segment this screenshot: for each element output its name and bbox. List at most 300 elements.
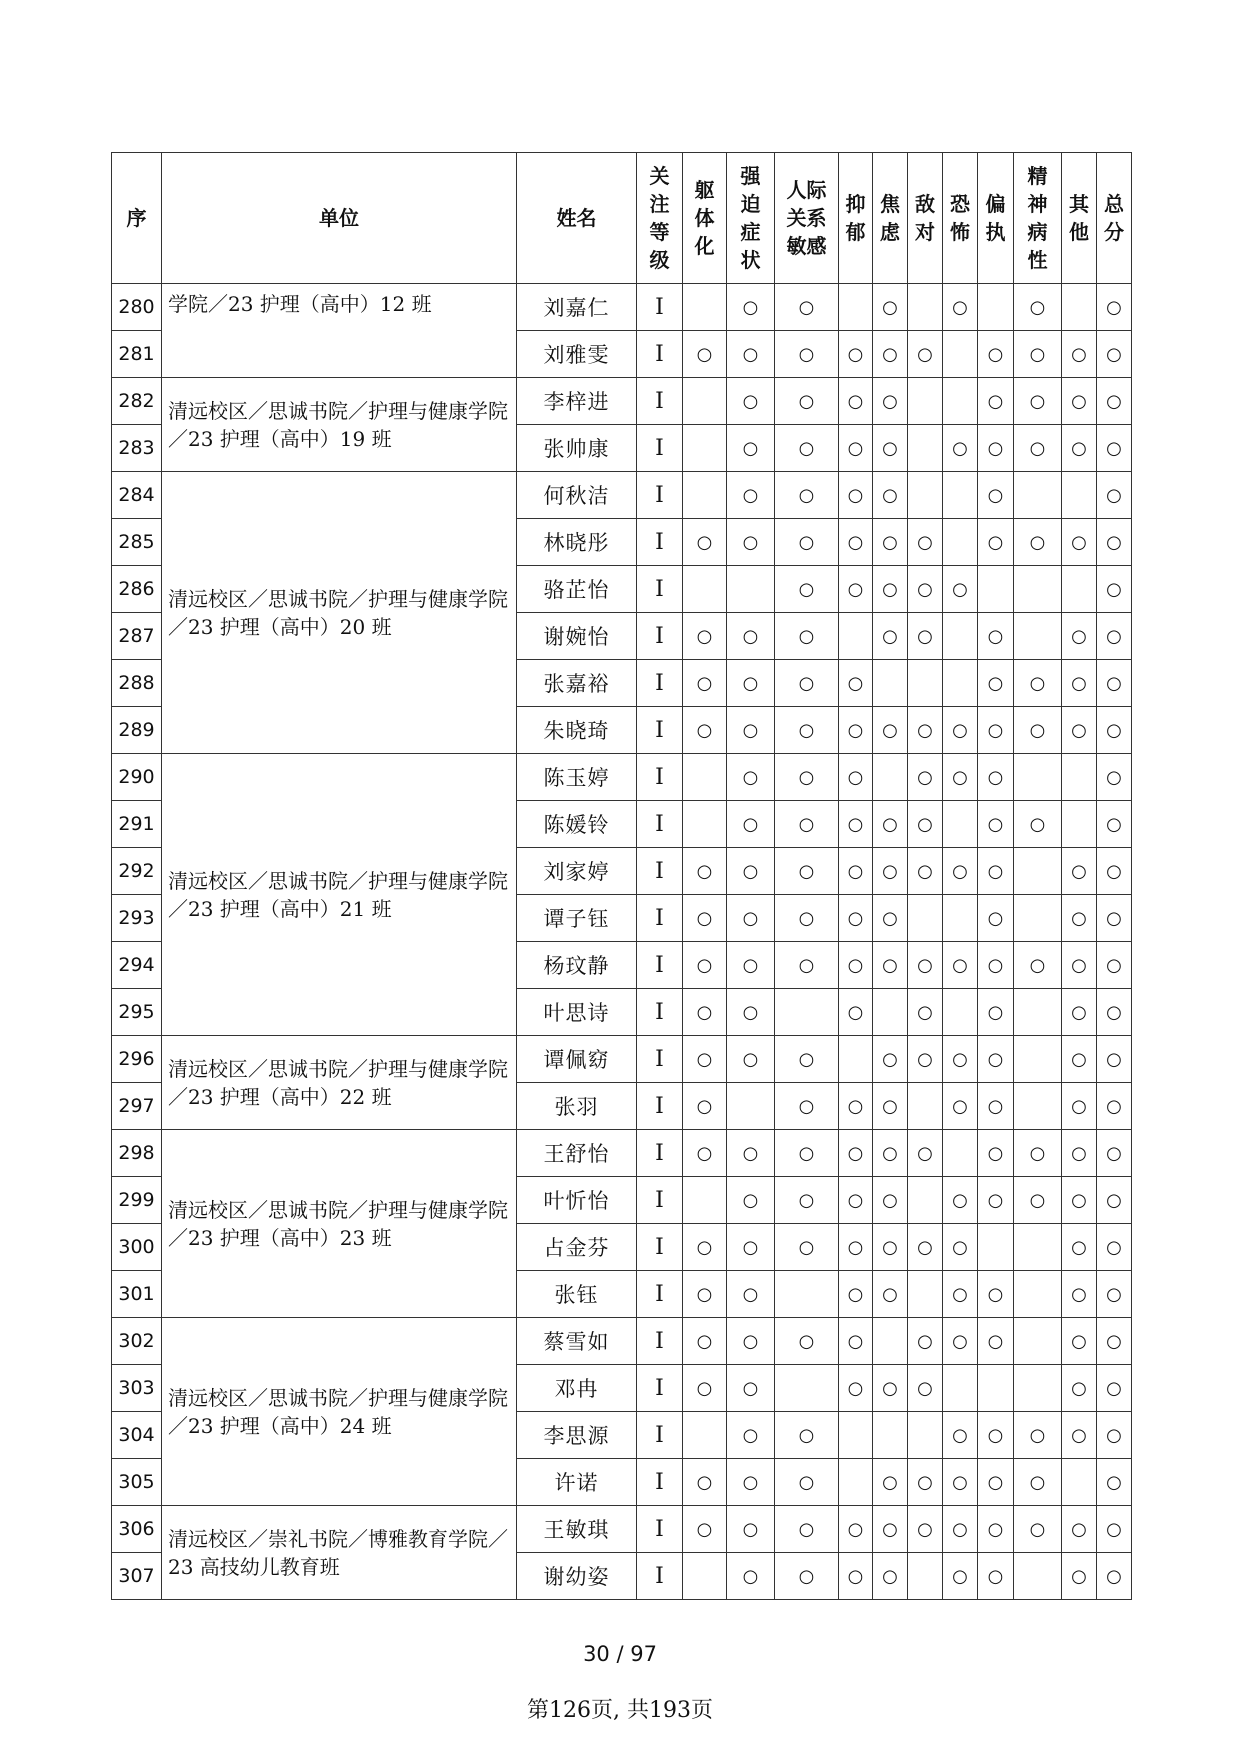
symptom-mark: ○ [839, 1130, 873, 1177]
empty-cell [683, 425, 727, 472]
symptom-mark: ○ [839, 801, 873, 848]
header-col-part: 焦 [880, 192, 900, 216]
empty-cell [727, 1083, 775, 1130]
student-name: 陈媛铃 [517, 801, 637, 848]
row-number: 289 [112, 707, 162, 754]
row-number: 286 [112, 566, 162, 613]
symptom-mark: ○ [908, 1130, 943, 1177]
student-name: 朱晓琦 [517, 707, 637, 754]
symptom-mark: ○ [1014, 801, 1062, 848]
header-col-part: 其 [1069, 192, 1089, 216]
student-name: 杨玟静 [517, 942, 637, 989]
symptom-mark: ○ [775, 660, 839, 707]
symptom-mark: ○ [908, 754, 943, 801]
header-level-char: 关 [649, 164, 670, 188]
symptom-mark: ○ [943, 284, 978, 331]
row-number: 296 [112, 1036, 162, 1083]
symptom-mark: ○ [908, 1036, 943, 1083]
symptom-mark: ○ [978, 378, 1014, 425]
header-col [775, 153, 839, 284]
symptom-mark: ○ [775, 378, 839, 425]
header-level-char: 级 [649, 248, 670, 272]
unit-cell: 清远校区／思诚书院／护理与健康学院／23 护理（高中）24 班 [162, 1318, 517, 1506]
symptom-mark: ○ [727, 472, 775, 519]
empty-cell [908, 1271, 943, 1318]
symptom-mark: ○ [727, 989, 775, 1036]
symptom-mark: ○ [839, 754, 873, 801]
symptom-mark: ○ [873, 1459, 908, 1506]
symptom-mark: ○ [839, 1083, 873, 1130]
empty-cell [683, 284, 727, 331]
empty-cell [839, 1459, 873, 1506]
symptom-mark: ○ [775, 425, 839, 472]
student-name: 叶忻怡 [517, 1177, 637, 1224]
header-col-part: 病 [1027, 220, 1048, 244]
student-name: 谢幼姿 [517, 1553, 637, 1600]
row-number: 281 [112, 331, 162, 378]
symptom-mark: ○ [1097, 1177, 1132, 1224]
row-number: 298 [112, 1130, 162, 1177]
empty-cell [908, 895, 943, 942]
empty-cell [873, 1412, 908, 1459]
attention-level: Ⅰ [637, 1318, 683, 1365]
symptom-mark: ○ [1014, 1177, 1062, 1224]
attention-level: Ⅰ [637, 284, 683, 331]
symptom-mark: ○ [727, 519, 775, 566]
symptom-mark: ○ [1097, 519, 1132, 566]
empty-cell [1014, 754, 1062, 801]
empty-cell [1062, 284, 1097, 331]
symptom-mark: ○ [1014, 425, 1062, 472]
empty-cell [908, 378, 943, 425]
page-footer: 第126页, 共193页 [527, 1698, 713, 1723]
unit-cell: 清远校区／思诚书院／护理与健康学院／23 护理（高中）23 班 [162, 1130, 517, 1318]
attention-level: Ⅰ [637, 472, 683, 519]
symptom-mark: ○ [839, 707, 873, 754]
page-number: 30 / 97 [583, 1642, 657, 1666]
symptom-mark: ○ [683, 707, 727, 754]
symptom-mark: ○ [908, 519, 943, 566]
attention-level: Ⅰ [637, 942, 683, 989]
symptom-mark: ○ [1097, 1506, 1132, 1553]
symptom-mark: ○ [908, 1318, 943, 1365]
symptom-mark: ○ [978, 1271, 1014, 1318]
symptom-mark: ○ [839, 989, 873, 1036]
student-name: 叶思诗 [517, 989, 637, 1036]
header-col-part: 郁 [845, 220, 866, 244]
symptom-mark: ○ [908, 1506, 943, 1553]
empty-cell [1014, 472, 1062, 519]
row-number: 283 [112, 425, 162, 472]
student-name: 刘雅雯 [517, 331, 637, 378]
attention-level: Ⅰ [637, 1459, 683, 1506]
symptom-mark: ○ [1097, 1318, 1132, 1365]
symptom-mark: ○ [775, 754, 839, 801]
symptom-mark: ○ [873, 378, 908, 425]
symptom-mark: ○ [727, 1224, 775, 1271]
symptom-mark: ○ [727, 707, 775, 754]
symptom-mark: ○ [978, 1412, 1014, 1459]
header-level-char: 注 [649, 192, 670, 216]
symptom-mark: ○ [978, 425, 1014, 472]
symptom-mark: ○ [943, 425, 978, 472]
symptom-mark: ○ [727, 1365, 775, 1412]
symptom-mark: ○ [978, 1553, 1014, 1600]
empty-cell [978, 1365, 1014, 1412]
student-name: 谢婉怡 [517, 613, 637, 660]
symptom-mark: ○ [839, 942, 873, 989]
empty-cell [775, 989, 839, 1036]
empty-cell [943, 1130, 978, 1177]
symptom-mark: ○ [873, 1506, 908, 1553]
header-col [1014, 153, 1062, 284]
header-level-char: 等 [649, 220, 670, 244]
header-unit: 单位 [162, 153, 517, 284]
symptom-mark: ○ [978, 707, 1014, 754]
empty-cell [839, 284, 873, 331]
symptom-mark: ○ [1097, 895, 1132, 942]
header-col-part: 怖 [950, 220, 970, 244]
header-col-part: 人际 [786, 178, 827, 202]
empty-cell [978, 1224, 1014, 1271]
row-number: 303 [112, 1365, 162, 1412]
empty-cell [943, 1365, 978, 1412]
symptom-mark: ○ [943, 1459, 978, 1506]
header-level [637, 153, 683, 284]
symptom-mark: ○ [1062, 1271, 1097, 1318]
attention-level: Ⅰ [637, 331, 683, 378]
symptom-mark: ○ [1097, 284, 1132, 331]
student-name: 林晓彤 [517, 519, 637, 566]
symptom-mark: ○ [727, 1506, 775, 1553]
student-name: 张羽 [517, 1083, 637, 1130]
student-name: 刘嘉仁 [517, 284, 637, 331]
student-name: 王敏琪 [517, 1506, 637, 1553]
table-row [112, 1130, 1132, 1177]
attention-level: Ⅰ [637, 1553, 683, 1600]
symptom-mark: ○ [943, 1224, 978, 1271]
symptom-mark: ○ [683, 519, 727, 566]
symptom-mark: ○ [1097, 1130, 1132, 1177]
empty-cell [908, 1412, 943, 1459]
symptom-mark: ○ [873, 1553, 908, 1600]
symptom-mark: ○ [943, 1271, 978, 1318]
symptom-mark: ○ [727, 660, 775, 707]
symptom-mark: ○ [943, 1506, 978, 1553]
empty-cell [943, 331, 978, 378]
header-col [908, 153, 943, 284]
unit-cell: 清远校区／思诚书院／护理与健康学院／23 护理（高中）19 班 [162, 378, 517, 472]
symptom-mark: ○ [683, 989, 727, 1036]
attention-level: Ⅰ [637, 1271, 683, 1318]
attention-level: Ⅰ [637, 378, 683, 425]
symptom-mark: ○ [727, 284, 775, 331]
empty-cell [1014, 1083, 1062, 1130]
student-name: 王舒怡 [517, 1130, 637, 1177]
empty-cell [1014, 1318, 1062, 1365]
header-col-part: 强 [740, 164, 761, 188]
empty-cell [873, 660, 908, 707]
symptom-mark: ○ [683, 1083, 727, 1130]
symptom-mark: ○ [775, 801, 839, 848]
symptom-mark: ○ [978, 1036, 1014, 1083]
attention-level: Ⅰ [637, 1083, 683, 1130]
empty-cell [683, 566, 727, 613]
symptom-mark: ○ [775, 1506, 839, 1553]
table-row [112, 472, 1132, 519]
empty-cell [908, 425, 943, 472]
student-name: 骆芷怡 [517, 566, 637, 613]
empty-cell [873, 1318, 908, 1365]
attention-level: Ⅰ [637, 1412, 683, 1459]
empty-cell [943, 895, 978, 942]
symptom-mark: ○ [1097, 613, 1132, 660]
empty-cell [1014, 566, 1062, 613]
symptom-mark: ○ [727, 1177, 775, 1224]
row-number: 302 [112, 1318, 162, 1365]
symptom-mark: ○ [1062, 331, 1097, 378]
symptom-mark: ○ [1062, 707, 1097, 754]
empty-cell [683, 472, 727, 519]
header-col-part: 性 [1027, 248, 1048, 272]
row-number: 293 [112, 895, 162, 942]
symptom-mark: ○ [1062, 613, 1097, 660]
symptom-mark: ○ [683, 942, 727, 989]
student-name: 谭子钰 [517, 895, 637, 942]
row-number: 282 [112, 378, 162, 425]
empty-cell [775, 1365, 839, 1412]
symptom-mark: ○ [727, 754, 775, 801]
header-col-part: 敏感 [786, 234, 827, 258]
student-name: 何秋洁 [517, 472, 637, 519]
empty-cell [683, 754, 727, 801]
symptom-mark: ○ [727, 613, 775, 660]
symptom-mark: ○ [839, 895, 873, 942]
symptom-mark: ○ [1097, 754, 1132, 801]
symptom-mark: ○ [1097, 378, 1132, 425]
symptom-mark: ○ [943, 754, 978, 801]
symptom-mark: ○ [978, 1083, 1014, 1130]
symptom-mark: ○ [873, 1365, 908, 1412]
symptom-mark: ○ [943, 566, 978, 613]
header-col [1097, 153, 1132, 284]
symptom-mark: ○ [839, 472, 873, 519]
symptom-mark: ○ [1062, 425, 1097, 472]
symptom-mark: ○ [775, 1083, 839, 1130]
empty-cell [978, 566, 1014, 613]
header-col [978, 153, 1014, 284]
symptom-mark: ○ [978, 1318, 1014, 1365]
symptom-mark: ○ [1097, 1271, 1132, 1318]
empty-cell [1062, 801, 1097, 848]
symptom-mark: ○ [839, 331, 873, 378]
symptom-mark: ○ [978, 472, 1014, 519]
symptom-mark: ○ [978, 1459, 1014, 1506]
symptom-mark: ○ [978, 942, 1014, 989]
header-col-part: 分 [1104, 220, 1124, 244]
table-row [112, 378, 1132, 425]
symptom-mark: ○ [839, 848, 873, 895]
symptom-mark: ○ [839, 1318, 873, 1365]
symptom-mark: ○ [839, 1224, 873, 1271]
header-col-part: 抑 [845, 192, 866, 216]
student-name: 谭佩窈 [517, 1036, 637, 1083]
attention-level: Ⅰ [637, 425, 683, 472]
symptom-mark: ○ [873, 1083, 908, 1130]
symptom-mark: ○ [1062, 1318, 1097, 1365]
student-name: 陈玉婷 [517, 754, 637, 801]
header-col-part: 敌 [915, 192, 935, 216]
symptom-mark: ○ [775, 1553, 839, 1600]
empty-cell [1014, 989, 1062, 1036]
student-name: 蔡雪如 [517, 1318, 637, 1365]
row-number: 292 [112, 848, 162, 895]
empty-cell [1014, 613, 1062, 660]
symptom-mark: ○ [775, 284, 839, 331]
symptom-mark: ○ [683, 1036, 727, 1083]
empty-cell [908, 660, 943, 707]
symptom-mark: ○ [775, 1412, 839, 1459]
symptom-mark: ○ [839, 519, 873, 566]
symptom-mark: ○ [943, 942, 978, 989]
table-header-row [112, 153, 1132, 284]
symptom-mark: ○ [873, 1130, 908, 1177]
symptom-mark: ○ [1097, 801, 1132, 848]
header-name: 姓名 [517, 153, 637, 284]
symptom-mark: ○ [978, 613, 1014, 660]
empty-cell [839, 1412, 873, 1459]
symptom-mark: ○ [727, 1553, 775, 1600]
symptom-mark: ○ [727, 378, 775, 425]
empty-cell [1014, 895, 1062, 942]
symptom-mark: ○ [1097, 989, 1132, 1036]
student-name: 李梓进 [517, 378, 637, 425]
symptom-mark: ○ [727, 848, 775, 895]
symptom-mark: ○ [873, 1177, 908, 1224]
attention-level: Ⅰ [637, 660, 683, 707]
empty-cell [683, 1177, 727, 1224]
symptom-mark: ○ [1062, 1412, 1097, 1459]
table-row [112, 1506, 1132, 1553]
row-number: 307 [112, 1553, 162, 1600]
symptom-mark: ○ [1062, 1130, 1097, 1177]
symptom-mark: ○ [908, 613, 943, 660]
symptom-mark: ○ [873, 519, 908, 566]
symptom-mark: ○ [683, 1224, 727, 1271]
symptom-mark: ○ [775, 1130, 839, 1177]
attention-level: Ⅰ [637, 1224, 683, 1271]
header-col-part: 迫 [740, 192, 761, 216]
symptom-mark: ○ [839, 1553, 873, 1600]
symptom-mark: ○ [1097, 472, 1132, 519]
header-col-part: 体 [694, 206, 715, 230]
row-number: 301 [112, 1271, 162, 1318]
symptom-mark: ○ [873, 284, 908, 331]
symptom-mark: ○ [1014, 331, 1062, 378]
row-number: 295 [112, 989, 162, 1036]
empty-cell [943, 989, 978, 1036]
empty-cell [683, 801, 727, 848]
symptom-mark: ○ [727, 1271, 775, 1318]
row-number: 291 [112, 801, 162, 848]
symptom-mark: ○ [839, 425, 873, 472]
attention-level: Ⅰ [637, 754, 683, 801]
symptom-mark: ○ [839, 566, 873, 613]
student-name: 许诺 [517, 1459, 637, 1506]
symptom-mark: ○ [908, 331, 943, 378]
symptom-mark: ○ [1062, 895, 1097, 942]
symptom-mark: ○ [1014, 707, 1062, 754]
header-col [873, 153, 908, 284]
header-col-part: 化 [694, 234, 715, 258]
symptom-mark: ○ [1062, 942, 1097, 989]
header-seq: 序 [112, 153, 162, 284]
symptom-mark: ○ [683, 1365, 727, 1412]
symptom-mark: ○ [775, 566, 839, 613]
header-col [683, 153, 727, 284]
symptom-mark: ○ [775, 1177, 839, 1224]
symptom-mark: ○ [908, 942, 943, 989]
unit-cell: 清远校区／思诚书院／护理与健康学院／23 护理（高中）20 班 [162, 472, 517, 754]
symptom-mark: ○ [873, 895, 908, 942]
symptom-mark: ○ [978, 848, 1014, 895]
header-col [1062, 153, 1097, 284]
header-col-part: 恐 [950, 192, 970, 216]
symptom-mark: ○ [775, 331, 839, 378]
header-col [727, 153, 775, 284]
symptom-mark: ○ [978, 1177, 1014, 1224]
symptom-mark: ○ [683, 1459, 727, 1506]
symptom-mark: ○ [978, 1506, 1014, 1553]
symptom-mark: ○ [908, 848, 943, 895]
empty-cell [873, 989, 908, 1036]
student-name: 邓冉 [517, 1365, 637, 1412]
symptom-mark: ○ [873, 1036, 908, 1083]
attention-level: Ⅰ [637, 1365, 683, 1412]
student-name: 李思源 [517, 1412, 637, 1459]
symptom-mark: ○ [978, 519, 1014, 566]
symptom-mark: ○ [1014, 1130, 1062, 1177]
symptom-mark: ○ [1097, 566, 1132, 613]
symptom-mark: ○ [1097, 942, 1132, 989]
symptom-mark: ○ [908, 566, 943, 613]
symptom-mark: ○ [775, 613, 839, 660]
attention-level: Ⅰ [637, 1130, 683, 1177]
symptom-mark: ○ [839, 1506, 873, 1553]
symptom-mark: ○ [1097, 425, 1132, 472]
header-col-part: 神 [1027, 192, 1048, 216]
empty-cell [839, 1036, 873, 1083]
symptom-mark: ○ [1062, 1365, 1097, 1412]
symptom-mark: ○ [727, 331, 775, 378]
symptom-mark: ○ [978, 1130, 1014, 1177]
symptom-mark: ○ [727, 801, 775, 848]
data-table-container [111, 152, 1132, 1600]
empty-cell [908, 472, 943, 519]
symptom-mark: ○ [1062, 660, 1097, 707]
symptom-mark: ○ [727, 1459, 775, 1506]
symptom-mark: ○ [1014, 1459, 1062, 1506]
header-col [839, 153, 873, 284]
symptom-mark: ○ [839, 1271, 873, 1318]
symptom-mark: ○ [943, 1177, 978, 1224]
symptom-mark: ○ [683, 1271, 727, 1318]
symptom-mark: ○ [775, 848, 839, 895]
attention-level: Ⅰ [637, 566, 683, 613]
row-number: 285 [112, 519, 162, 566]
symptom-mark: ○ [1014, 284, 1062, 331]
symptom-mark: ○ [727, 942, 775, 989]
